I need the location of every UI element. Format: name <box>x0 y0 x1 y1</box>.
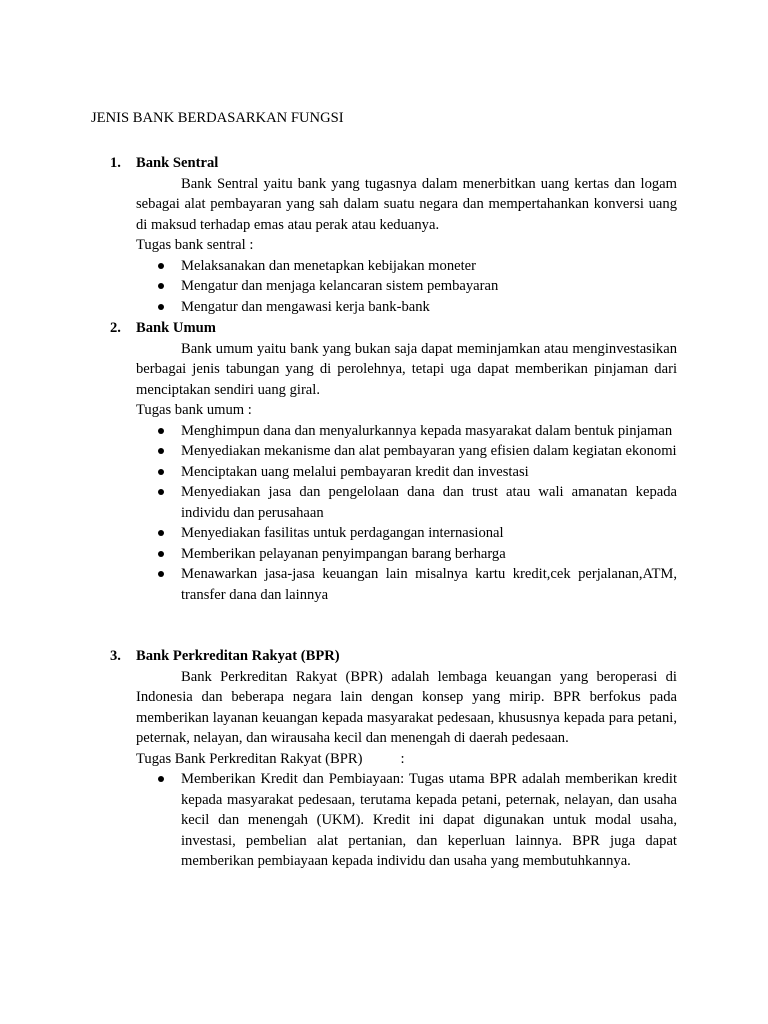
list-item-text: Menyediakan mekanisme dan alat pembayaran yang efisien dalam kegiatan ekonomi <box>181 443 677 459</box>
paragraph-text: Bank Sentral yaitu bank yang tugasnya dalam menerbitkan uang kertas dan logam sebagai alat pembayaran yang sah dalam suatu negara dan mempertahankan konversi uang di maksud terhadap emas atau perak atau keduanya. <box>136 175 677 233</box>
section-title: Bank Umum <box>136 320 216 336</box>
list-item-text: Menyediakan jasa dan pengelolaan dana dan trust atau wali amanatan kepada individu dan perusahaan <box>181 484 677 521</box>
list-item <box>110 462 677 483</box>
tugas-colon: : <box>400 750 405 767</box>
section-heading <box>110 646 677 667</box>
list-item-text: Menawarkan jasa-jasa keuangan lain misalnya kartu kredit,cek perjalanan,ATM, transfer dana dan lainnya <box>181 566 677 603</box>
section-paragraph <box>110 667 677 749</box>
bullet-icon <box>158 776 164 782</box>
paragraph-text: Bank umum yaitu bank yang bukan saja dapat meminjamkan atau menginvestasikan berbagai jenis tabungan yang di perolehnya, tetapi uga dapat memberikan pinjaman dari menciptakan sendiri uang giral. <box>136 340 677 398</box>
list-item-text: Memberikan pelayanan penyimpangan barang berharga <box>181 545 506 562</box>
list-item <box>110 297 677 318</box>
tugas-label: Tugas bank sentral : <box>136 237 254 253</box>
list-item-text: Mengatur dan mengawasi kerja bank-bank <box>181 298 430 315</box>
list-item-text: Melaksanakan dan menetapkan kebijakan moneter <box>181 257 476 274</box>
section-title: Bank Perkreditan Rakyat (BPR) <box>136 648 340 664</box>
list-item <box>110 256 677 277</box>
bullet-list <box>110 256 677 318</box>
section-bpr <box>110 646 677 872</box>
bullet-icon <box>158 551 164 557</box>
bullet-icon <box>158 304 164 310</box>
bullet-list <box>110 769 677 872</box>
list-item-text: Menciptakan uang melalui pembayaran kredit dan investasi <box>181 463 529 480</box>
section-paragraph <box>110 339 677 401</box>
list-item <box>110 769 677 872</box>
section-title: Bank Sentral <box>136 155 219 171</box>
list-item <box>110 441 677 462</box>
list-item-text: Menghimpun dana dan menyalurkannya kepada masyarakat dalam bentuk pinjaman <box>181 422 673 439</box>
list-item <box>110 276 677 297</box>
bullet-icon <box>158 448 164 454</box>
section-heading <box>110 153 677 174</box>
list-item <box>110 482 677 523</box>
list-item <box>110 564 677 605</box>
bullet-icon <box>158 283 164 289</box>
bullet-icon <box>158 489 164 495</box>
list-item <box>110 421 677 442</box>
bullet-icon <box>158 469 164 475</box>
document-title: JENIS BANK BERDASARKAN FUNGSI <box>91 110 344 126</box>
list-item-text: Menyediakan fasilitas untuk perdagangan internasional <box>181 525 504 541</box>
paragraph-text: Bank Perkreditan Rakyat (BPR) adalah lembaga keuangan yang beroperasi di Indonesia dan beberapa negara lain dengan konsep yang mirip. BPR berfokus pada memberikan layanan keuangan kepada masyarakat pedesaan, khususnya kepada para petani, peternak, nelayan, dan wirausaha kecil dan menengah di daerah pedesaan. <box>136 668 677 746</box>
list-item-text: Mengatur dan menjaga kelancaran sistem pembayaran <box>181 278 499 294</box>
bullet-icon <box>158 428 164 434</box>
section-heading <box>110 318 677 339</box>
tugas-label: Tugas bank umum : <box>136 402 252 418</box>
tugas-label: Tugas Bank Perkreditan Rakyat (BPR) <box>136 750 363 767</box>
section-number: 3. <box>110 648 121 664</box>
bullet-icon <box>158 571 164 577</box>
section-bank-umum <box>110 318 677 605</box>
section-paragraph <box>110 174 677 236</box>
list-item <box>110 544 677 565</box>
bullet-list <box>110 421 677 606</box>
section-bank-sentral <box>110 153 677 317</box>
list-item-text: Memberikan Kredit dan Pembiayaan: Tugas utama BPR adalah memberikan kredit kepada masyarakat pedesaan, terutama kepada petani, peternak, nelayan, dan usaha kecil dan menengah (UKM). Kredit ini dapat digunakan untuk modal usaha, investasi, pembelian alat pertanian, dan keperluan lainnya. BPR juga dapat memberikan pembiayaan kepada individu dan usaha yang membutuhkannya. <box>181 771 677 869</box>
section-number: 2. <box>110 320 121 336</box>
section-number: 1. <box>110 155 121 171</box>
list-item <box>110 523 677 544</box>
bullet-icon <box>158 530 164 536</box>
tugas-label-row <box>110 749 677 770</box>
bullet-icon <box>158 263 164 269</box>
